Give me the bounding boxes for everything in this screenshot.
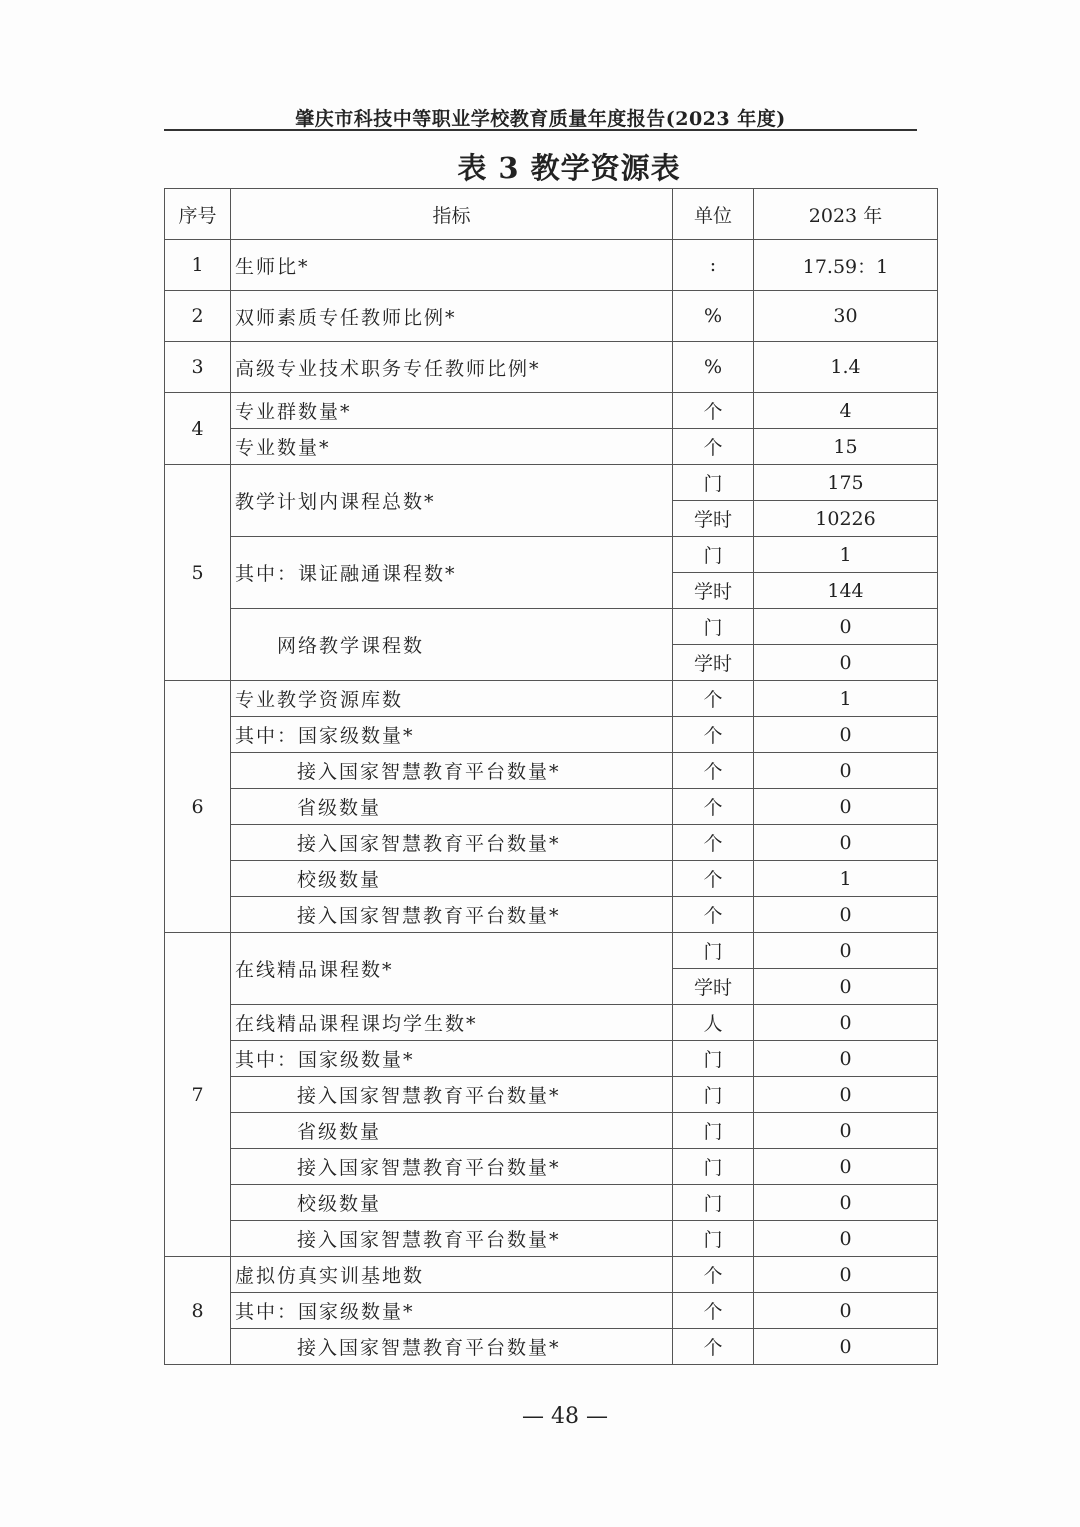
table-row — [165, 429, 938, 465]
row-number: 8 — [165, 1257, 231, 1365]
table-row — [165, 1041, 938, 1077]
value-cell: 144 — [754, 573, 938, 609]
value-cell: 0 — [754, 789, 938, 825]
unit-cell: 个 — [673, 393, 754, 429]
value-cell: 175 — [754, 465, 938, 501]
indicator-cell: 双师素质专任教师比例* — [231, 291, 673, 342]
table-row — [165, 1077, 938, 1113]
unit-cell: 门 — [673, 933, 754, 969]
row-number: 5 — [165, 465, 231, 681]
unit-cell: 门 — [673, 1077, 754, 1113]
indicator-cell: 生师比* — [231, 240, 673, 291]
unit-cell: 门 — [673, 1113, 754, 1149]
value-cell: 0 — [754, 609, 938, 645]
value-cell: 0 — [754, 1077, 938, 1113]
row-number: 6 — [165, 681, 231, 933]
value-cell: 1 — [754, 537, 938, 573]
page-number: — 48 — — [522, 1404, 608, 1429]
indicator-cell: 教学计划内课程总数* — [231, 465, 673, 537]
unit-cell: 门 — [673, 1221, 754, 1257]
table-header-row — [165, 189, 938, 240]
value-cell: 0 — [754, 969, 938, 1005]
indicator-cell: 接入国家智慧教育平台数量* — [231, 897, 673, 933]
indicator-cell: 专业数量* — [231, 429, 673, 465]
unit-cell: 个 — [673, 1257, 754, 1293]
row-number: 1 — [165, 240, 231, 291]
table-row — [165, 753, 938, 789]
value-cell: 0 — [754, 1293, 938, 1329]
table-row — [165, 825, 938, 861]
unit-cell: 个 — [673, 753, 754, 789]
table-row — [165, 342, 938, 393]
unit-cell: 门 — [673, 1149, 754, 1185]
unit-cell: 个 — [673, 429, 754, 465]
value-cell: 0 — [754, 825, 938, 861]
indicator-cell: 校级数量 — [231, 861, 673, 897]
unit-cell: 门 — [673, 465, 754, 501]
indicator-cell: 其中：国家级数量* — [231, 1293, 673, 1329]
unit-cell: 门 — [673, 1185, 754, 1221]
table-row — [165, 291, 938, 342]
indicator-cell: 省级数量 — [231, 1113, 673, 1149]
table-row — [165, 1329, 938, 1365]
value-cell: 0 — [754, 1185, 938, 1221]
value-cell: 0 — [754, 717, 938, 753]
column-header-indicator: 指标 — [231, 189, 673, 240]
indicator-cell: 省级数量 — [231, 789, 673, 825]
column-header-unit: 单位 — [673, 189, 754, 240]
value-cell: 0 — [754, 753, 938, 789]
table-row — [165, 393, 938, 429]
table-row — [165, 897, 938, 933]
table-row — [165, 609, 938, 645]
value-cell: 4 — [754, 393, 938, 429]
value-cell: 0 — [754, 1041, 938, 1077]
unit-cell: 个 — [673, 897, 754, 933]
indicator-cell: 虚拟仿真实训基地数 — [231, 1257, 673, 1293]
table-row — [165, 933, 938, 969]
table-row — [165, 861, 938, 897]
column-header-year: 2023 年 — [754, 189, 938, 240]
indicator-cell: 接入国家智慧教育平台数量* — [231, 1149, 673, 1185]
unit-cell: 个 — [673, 861, 754, 897]
unit-cell: % — [673, 291, 754, 342]
unit-cell: 学时 — [673, 573, 754, 609]
value-cell: 30 — [754, 291, 938, 342]
value-cell: 1.4 — [754, 342, 938, 393]
value-cell: 0 — [754, 897, 938, 933]
header-rule — [164, 129, 917, 131]
table-row — [165, 681, 938, 717]
indicator-cell: 接入国家智慧教育平台数量* — [231, 825, 673, 861]
table-row — [165, 789, 938, 825]
row-number: 7 — [165, 933, 231, 1257]
unit-cell: 学时 — [673, 969, 754, 1005]
unit-cell: 个 — [673, 825, 754, 861]
table-row — [165, 1185, 938, 1221]
unit-cell: % — [673, 342, 754, 393]
indicator-cell: 在线精品课程数* — [231, 933, 673, 1005]
table-row — [165, 1113, 938, 1149]
indicator-cell: 接入国家智慧教育平台数量* — [231, 753, 673, 789]
table-row — [165, 1257, 938, 1293]
table-row — [165, 1005, 938, 1041]
column-header-number: 序号 — [165, 189, 231, 240]
value-cell: 0 — [754, 1113, 938, 1149]
unit-cell: 个 — [673, 1329, 754, 1365]
table-row — [165, 240, 938, 291]
value-cell: 0 — [754, 1257, 938, 1293]
table-row — [165, 717, 938, 753]
unit-cell: 学时 — [673, 645, 754, 681]
indicator-cell: 其中：国家级数量* — [231, 1041, 673, 1077]
table-row — [165, 465, 938, 501]
value-cell: 15 — [754, 429, 938, 465]
unit-cell: 个 — [673, 681, 754, 717]
unit-cell: : — [673, 240, 754, 291]
value-cell: 10226 — [754, 501, 938, 537]
value-cell: 0 — [754, 1221, 938, 1257]
unit-cell: 个 — [673, 717, 754, 753]
table-title: 表 3 教学资源表 — [457, 151, 681, 185]
indicator-cell: 其中：课证融通课程数* — [231, 537, 673, 609]
indicator-cell: 在线精品课程课均学生数* — [231, 1005, 673, 1041]
value-cell: 0 — [754, 1149, 938, 1185]
indicator-cell: 接入国家智慧教育平台数量* — [231, 1077, 673, 1113]
unit-cell: 个 — [673, 789, 754, 825]
teaching-resources-table — [164, 188, 938, 1365]
row-number: 3 — [165, 342, 231, 393]
value-cell: 1 — [754, 681, 938, 717]
indicator-cell: 专业群数量* — [231, 393, 673, 429]
value-cell: 0 — [754, 1329, 938, 1365]
unit-cell: 个 — [673, 1293, 754, 1329]
indicator-cell: 专业教学资源库数 — [231, 681, 673, 717]
indicator-cell: 网络教学课程数 — [231, 609, 673, 681]
unit-cell: 门 — [673, 537, 754, 573]
value-cell: 1 — [754, 861, 938, 897]
indicator-cell: 校级数量 — [231, 1185, 673, 1221]
table-row — [165, 537, 938, 573]
table-row — [165, 1221, 938, 1257]
unit-cell: 人 — [673, 1005, 754, 1041]
unit-cell: 门 — [673, 609, 754, 645]
table-row — [165, 1149, 938, 1185]
value-cell: 0 — [754, 1005, 938, 1041]
value-cell: 0 — [754, 645, 938, 681]
table-row — [165, 1293, 938, 1329]
row-number: 4 — [165, 393, 231, 465]
indicator-cell: 接入国家智慧教育平台数量* — [231, 1329, 673, 1365]
unit-cell: 门 — [673, 1041, 754, 1077]
row-number: 2 — [165, 291, 231, 342]
value-cell: 17.59：1 — [754, 240, 938, 291]
value-cell: 0 — [754, 933, 938, 969]
unit-cell: 学时 — [673, 501, 754, 537]
indicator-cell: 其中：国家级数量* — [231, 717, 673, 753]
indicator-cell: 接入国家智慧教育平台数量* — [231, 1221, 673, 1257]
indicator-cell: 高级专业技术职务专任教师比例* — [231, 342, 673, 393]
document-header: 肇庆市科技中等职业学校教育质量年度报告(2023 年度) — [295, 108, 786, 130]
